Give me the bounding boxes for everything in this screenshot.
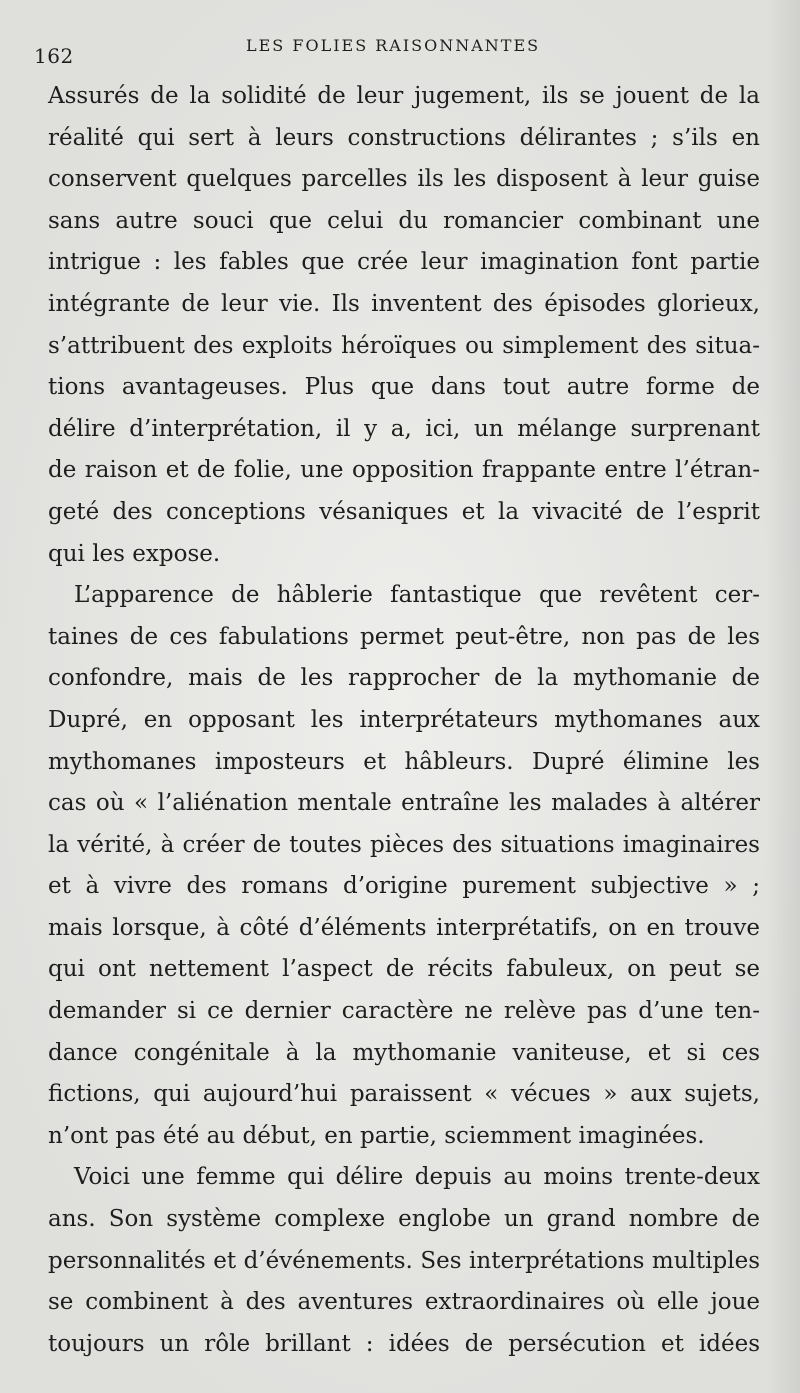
text-line: et à vivre des romans d’origine purement subjective » ; (48, 873, 760, 900)
text-line: mythomanes imposteurs et hâbleurs. Dupré élimine les (48, 748, 760, 775)
text-line: délire d’interprétation, il y a, ici, un mélange surprenant (48, 415, 760, 442)
running-head (0, 34, 800, 68)
text-line: demander si ce dernier caractère ne relève pas d’une ten- (48, 998, 760, 1025)
text-line: Voici une femme qui délire depuis au moins trente-deux (74, 1164, 760, 1191)
running-title: LES FOLIES RAISONNANTES (246, 36, 541, 55)
text-line: conservent quelques parcelles ils les disposent à leur guise (48, 166, 760, 193)
page-number: 162 (34, 44, 74, 68)
text-line: qui les expose. (48, 540, 221, 567)
text-line: fictions, qui aujourd’hui paraissent « vécues » aux sujets, (48, 1081, 760, 1108)
text-line: sans autre souci que celui du romancier combinant une (48, 207, 760, 234)
text-line: réalité qui sert à leurs constructions délirantes ; s’ils en (48, 124, 760, 151)
text-line: mais lorsque, à côté d’éléments interprétatifs, on en trouve (48, 914, 760, 941)
text-line: L’apparence de hâblerie fantastique que revêtent cer- (74, 582, 760, 609)
text-line: taines de ces fabulations permet peut-être, non pas de les (48, 623, 760, 650)
text-line: cas où « l’aliénation mentale entraîne les malades à altérer (48, 790, 760, 817)
text-body (48, 76, 760, 1365)
text-line: intrigue : les fables que crée leur imagination font partie (48, 249, 760, 276)
text-line: Dupré, en opposant les interprétateurs mythomanes aux (48, 706, 760, 733)
text-line: personnalités et d’événements. Ses interprétations multiples (48, 1247, 760, 1274)
text-line: qui ont nettement l’aspect de récits fabuleux, on peut se (48, 956, 760, 983)
text-line: intégrante de leur vie. Ils inventent des épisodes glorieux, (48, 290, 760, 317)
text-line: confondre, mais de les rapprocher de la mythomanie de (48, 665, 760, 692)
text-line: geté des conceptions vésaniques et la vivacité de l’esprit (48, 498, 760, 525)
text-line: n’ont pas été au début, en partie, sciemment imaginées. (48, 1122, 705, 1149)
text-line: tions avantageuses. Plus que dans tout autre forme de (48, 374, 760, 401)
text-line: dance congénitale à la mythomanie vaniteuse, et si ces (48, 1039, 760, 1066)
text-line: la vérité, à créer de toutes pièces des situations imaginaires (48, 831, 760, 858)
text-line: se combinent à des aventures extraordinaires où elle joue (48, 1289, 760, 1316)
text-line: de raison et de folie, une opposition frappante entre l’étran- (48, 457, 760, 484)
text-line: toujours un rôle brillant : idées de persécution et idées (48, 1330, 760, 1357)
page-edge-shadow (766, 0, 800, 1393)
text-line: Assurés de la solidité de leur jugement, ils se jouent de la (48, 83, 760, 109)
text-line: ans. Son système complexe englobe un grand nombre de (48, 1206, 760, 1233)
text-line: s’attribuent des exploits héroïques ou simplement des situa- (48, 332, 760, 359)
